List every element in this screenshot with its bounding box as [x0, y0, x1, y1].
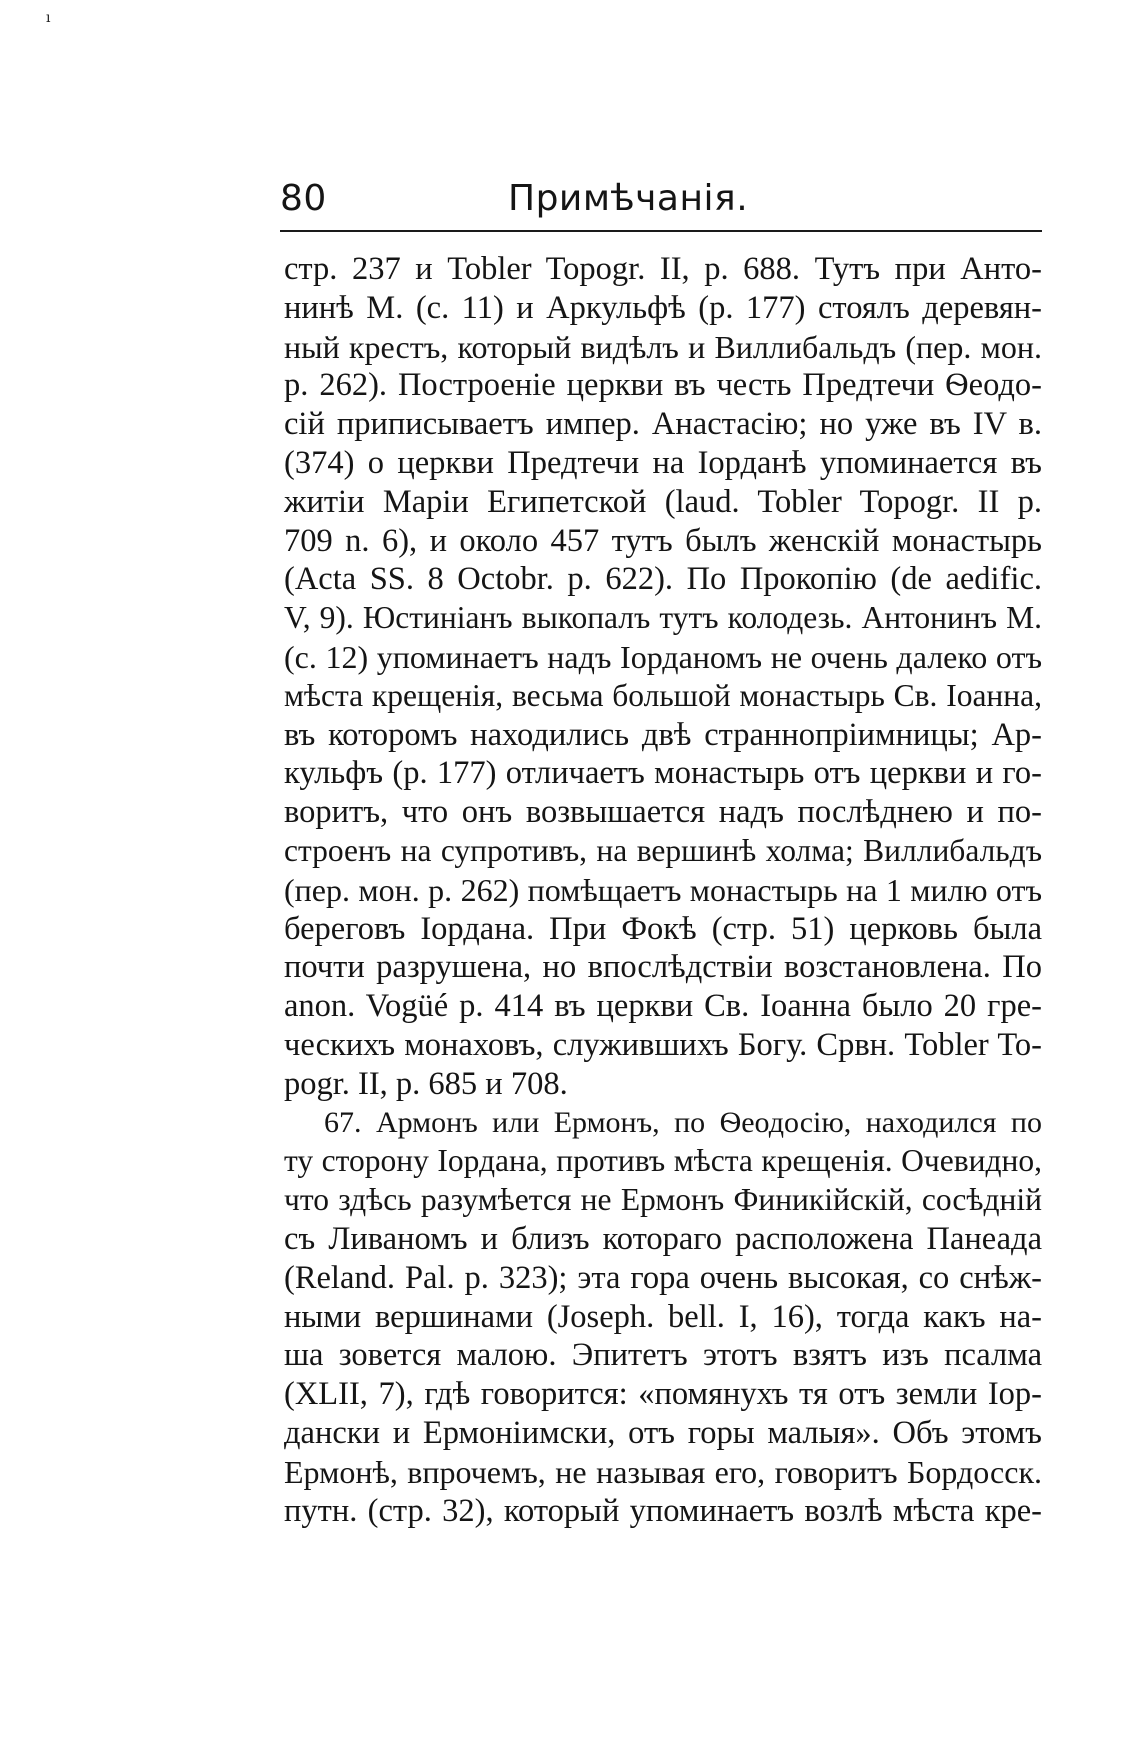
text-line: береговъ Іордана. При Фокѣ (стр. 51) церковь была [284, 910, 1042, 947]
running-title: Примѣчанія. [508, 178, 749, 219]
text-line: (пер. мон. р. 262) помѣщаетъ монастырь на 1 милю отъ [284, 871, 1042, 908]
text-line: (Reland. Pal. p. 323); эта гора очень высокая, со снѣж- [284, 1259, 1042, 1296]
text-line: pogr. II, p. 685 и 708. [284, 1065, 568, 1102]
text-line: ша зовется малою. Эпитетъ этотъ взятъ изъ псалма [284, 1337, 1042, 1374]
text-line: мѣста крещенія, весьма большой монастырь Св. Іоанна, [284, 677, 1042, 713]
text-line: кульфъ (р. 177) отличаетъ монастырь отъ церкви и го- [284, 755, 1042, 792]
text-line: anon. Vogüé p. 414 въ церкви Св. Іоанна было 20 гре- [284, 988, 1042, 1025]
text-line: дански и Ермоніимски, отъ горы малыя». Объ этомъ [284, 1414, 1042, 1451]
text-line: Ермонѣ, впрочемъ, не называя его, говоритъ Бордосск. [284, 1453, 1042, 1490]
text-line: почти разрушена, но впослѣдствіи возстановлена. По [284, 949, 1042, 986]
text-line: съ Ливаномъ и близъ котораго расположена Панеада [284, 1220, 1042, 1257]
text-line: (XLII, 7), гдѣ говорится: «помянухъ тя отъ земли Іор- [284, 1376, 1042, 1413]
text-line: 67. Армонъ или Ермонъ, по Ѳеодосію, находился по [324, 1105, 1042, 1139]
text-line: нинѣ М. (с. 11) и Аркульфѣ (р. 177) стоялъ деревян- [284, 289, 1042, 326]
text-line: житіи Маріи Египетской (laud. Tobler Topogr. II p. [284, 483, 1042, 520]
text-line: 709 n. 6), и около 457 тутъ былъ женскій монастырь [284, 522, 1042, 559]
text-line: стр. 237 и Tobler Topogr. II, p. 688. Тутъ при Анто- [284, 251, 1042, 287]
text-line: р. 262). Построеніе церкви въ честь Предтечи Ѳеодо- [284, 367, 1042, 404]
text-line: V, 9). Юстиніанъ выкопалъ тутъ колодезь. Антонинъ М. [284, 600, 1042, 636]
text-line: ческихъ монаховъ, служившихъ Богу. Срвн. Tobler To- [284, 1026, 1042, 1063]
text-line: (374) о церкви Предтечи на Іорданѣ упоминается въ [284, 444, 1042, 481]
text-line: ту сторону Іордана, противъ мѣста крещенія. Очевидно, [284, 1143, 1042, 1179]
text-line: сій приписываетъ импер. Анастасію; но уже въ IV в. [284, 406, 1042, 443]
page-header [280, 178, 1042, 232]
page-edge-mark: ı [46, 10, 51, 26]
body-text [284, 250, 1042, 1530]
text-line: что здѣсь разумѣется не Ермонъ Финикійскій, сосѣдній [284, 1182, 1042, 1218]
text-line: путн. (стр. 32), который упоминаетъ возлѣ мѣста кре- [284, 1492, 1042, 1529]
text-line: строенъ на супротивъ, на вершинѣ холма; Виллибальдъ [284, 832, 1042, 868]
page-number: 80 [280, 178, 327, 219]
text-line: въ которомъ находились двѣ страннопріимницы; Ар- [284, 716, 1042, 753]
text-line: ный крестъ, который видѣлъ и Виллибальдъ (пер. мон. [284, 328, 1042, 365]
text-line: (с. 12) упоминаетъ надъ Іорданомъ не очень далеко отъ [284, 638, 1042, 675]
text-line: (Acta SS. 8 Octobr. p. 622). По Прокопію (de aedific. [284, 561, 1042, 598]
text-line: воритъ, что онъ возвышается надъ послѣднею и по- [284, 794, 1042, 831]
text-line: ными вершинами (Joseph. bell. I, 16), тогда какъ на- [284, 1298, 1042, 1335]
